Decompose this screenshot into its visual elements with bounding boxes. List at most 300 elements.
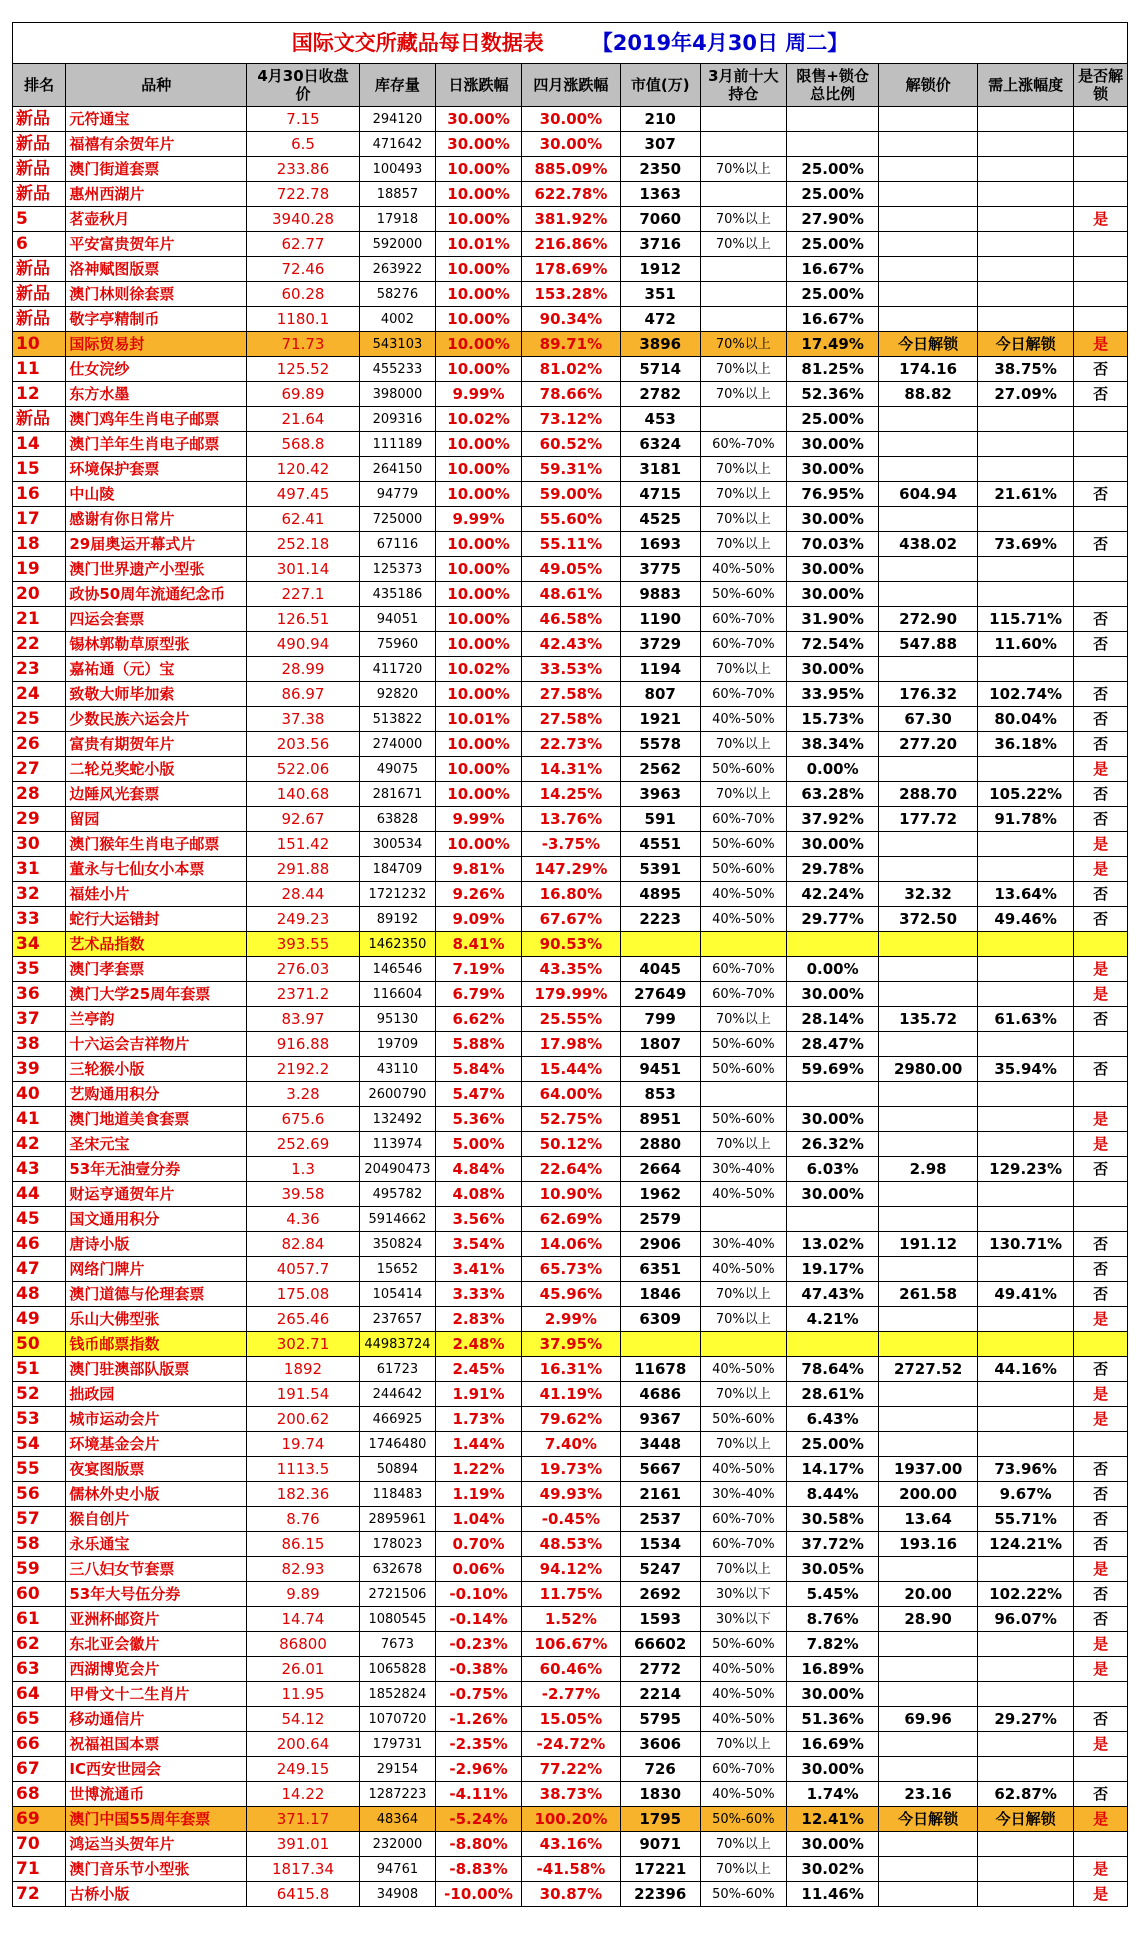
unlocked-cell: 否 — [1074, 1507, 1128, 1532]
unlocked-cell: 是 — [1074, 1307, 1128, 1332]
name-cell: 夜宴图版票 — [66, 1457, 247, 1482]
market-cap-cell: 3963 — [620, 782, 700, 807]
name-cell: 福禧有余贺年片 — [66, 132, 247, 157]
unlocked-cell: 是 — [1074, 1882, 1128, 1907]
required-rise-cell: 73.96% — [977, 1457, 1073, 1482]
required-rise-cell — [977, 657, 1073, 682]
stock-cell: 274000 — [359, 732, 435, 757]
stock-cell: 513822 — [359, 707, 435, 732]
required-rise-cell — [977, 1882, 1073, 1907]
market-cap-cell: 2772 — [620, 1657, 700, 1682]
april-change-cell: 27.58% — [522, 707, 621, 732]
market-cap-cell: 6351 — [620, 1257, 700, 1282]
unlocked-cell: 是 — [1074, 207, 1128, 232]
unlock-price-cell — [879, 107, 978, 132]
unlocked-cell — [1074, 657, 1128, 682]
top10-holding-cell — [700, 307, 786, 332]
header-cell: 3月前十大持仓 — [700, 64, 786, 107]
stock-cell: 2721506 — [359, 1582, 435, 1607]
market-cap-cell: 5667 — [620, 1457, 700, 1482]
unlocked-cell: 否 — [1074, 1457, 1128, 1482]
lock-ratio-cell: 51.36% — [786, 1707, 878, 1732]
close-price-cell: 182.36 — [247, 1482, 360, 1507]
rank-cell: 18 — [13, 532, 66, 557]
table-row — [13, 382, 1128, 407]
unlock-price-cell: 67.30 — [879, 707, 978, 732]
lock-ratio-cell: 37.92% — [786, 807, 878, 832]
lock-ratio-cell: 30.00% — [786, 457, 878, 482]
stock-cell: 411720 — [359, 657, 435, 682]
name-cell: 29届奥运开幕式片 — [66, 532, 247, 557]
unlocked-cell — [1074, 182, 1128, 207]
stock-cell: 455233 — [359, 357, 435, 382]
april-change-cell: 52.75% — [522, 1107, 621, 1132]
close-price-cell: 72.46 — [247, 257, 360, 282]
unlock-price-cell — [879, 757, 978, 782]
stock-cell: 94051 — [359, 607, 435, 632]
top10-holding-cell: 70%以上 — [700, 482, 786, 507]
april-change-cell: 94.12% — [522, 1557, 621, 1582]
close-price-cell: 4.36 — [247, 1207, 360, 1232]
stock-cell: 1746480 — [359, 1432, 435, 1457]
name-cell: 澳门地道美食套票 — [66, 1107, 247, 1132]
daily-change-cell: 10.00% — [435, 207, 521, 232]
rank-cell: 29 — [13, 807, 66, 832]
daily-change-cell: 10.00% — [435, 182, 521, 207]
unlock-price-cell — [879, 1032, 978, 1057]
stock-cell: 94779 — [359, 482, 435, 507]
daily-change-cell: 10.00% — [435, 482, 521, 507]
stock-cell: 75960 — [359, 632, 435, 657]
required-rise-cell — [977, 1857, 1073, 1882]
unlocked-cell: 是 — [1074, 1732, 1128, 1757]
market-cap-cell: 9883 — [620, 582, 700, 607]
rank-cell: 12 — [13, 382, 66, 407]
lock-ratio-cell: 12.41% — [786, 1807, 878, 1832]
close-price-cell: 39.58 — [247, 1182, 360, 1207]
top10-holding-cell: 60%-70% — [700, 957, 786, 982]
daily-change-cell: -4.11% — [435, 1782, 521, 1807]
market-cap-cell: 1807 — [620, 1032, 700, 1057]
april-change-cell: 42.43% — [522, 632, 621, 657]
daily-change-cell: 10.00% — [435, 832, 521, 857]
unlocked-cell: 是 — [1074, 1107, 1128, 1132]
close-price-cell: 125.52 — [247, 357, 360, 382]
market-cap-cell: 3716 — [620, 232, 700, 257]
unlock-price-cell: 372.50 — [879, 907, 978, 932]
title-text: 国际文交所藏品每日数据表 — [291, 30, 544, 55]
close-price-cell: 71.73 — [247, 332, 360, 357]
market-cap-cell: 1363 — [620, 182, 700, 207]
market-cap-cell: 1962 — [620, 1182, 700, 1207]
table-row — [13, 182, 1128, 207]
unlocked-cell — [1074, 1332, 1128, 1357]
table-row — [13, 982, 1128, 1007]
unlock-price-cell — [879, 1307, 978, 1332]
market-cap-cell: 22396 — [620, 1882, 700, 1907]
stock-cell: 15652 — [359, 1257, 435, 1282]
lock-ratio-cell: 42.24% — [786, 882, 878, 907]
header-cell: 解锁价 — [879, 64, 978, 107]
april-change-cell: 38.73% — [522, 1782, 621, 1807]
daily-change-cell: 10.00% — [435, 307, 521, 332]
lock-ratio-cell: 30.00% — [786, 982, 878, 1007]
lock-ratio-cell: 30.00% — [786, 1682, 878, 1707]
unlocked-cell — [1074, 582, 1128, 607]
market-cap-cell: 453 — [620, 407, 700, 432]
table-row — [13, 582, 1128, 607]
top10-holding-cell: 40%-50% — [700, 907, 786, 932]
top10-holding-cell: 40%-50% — [700, 557, 786, 582]
top10-holding-cell: 30%以下 — [700, 1582, 786, 1607]
table-row — [13, 1632, 1128, 1657]
stock-cell: 1287223 — [359, 1782, 435, 1807]
name-cell: 53年无油壹分券 — [66, 1157, 247, 1182]
unlocked-cell — [1074, 1182, 1128, 1207]
close-price-cell: 200.64 — [247, 1732, 360, 1757]
lock-ratio-cell: 33.95% — [786, 682, 878, 707]
close-price-cell: 265.46 — [247, 1307, 360, 1332]
name-cell: 政协50周年流通纪念币 — [66, 582, 247, 607]
april-change-cell: 147.29% — [522, 857, 621, 882]
name-cell: 网络门牌片 — [66, 1257, 247, 1282]
required-rise-cell — [977, 832, 1073, 857]
table-row — [13, 807, 1128, 832]
top10-holding-cell — [700, 1207, 786, 1232]
required-rise-cell — [977, 257, 1073, 282]
daily-change-cell: -2.35% — [435, 1732, 521, 1757]
lock-ratio-cell: 30.00% — [786, 1757, 878, 1782]
lock-ratio-cell: 0.00% — [786, 757, 878, 782]
daily-change-cell: 9.99% — [435, 507, 521, 532]
table-row — [13, 1782, 1128, 1807]
stock-cell: 29154 — [359, 1757, 435, 1782]
name-cell: 惠州西湖片 — [66, 182, 247, 207]
stock-cell: 495782 — [359, 1182, 435, 1207]
unlocked-cell: 否 — [1074, 1482, 1128, 1507]
unlocked-cell — [1074, 1682, 1128, 1707]
name-cell: 茗壶秋月 — [66, 207, 247, 232]
lock-ratio-cell: 7.82% — [786, 1632, 878, 1657]
lock-ratio-cell: 14.17% — [786, 1457, 878, 1482]
table-row — [13, 457, 1128, 482]
close-price-cell: 522.06 — [247, 757, 360, 782]
unlocked-cell — [1074, 1432, 1128, 1457]
rank-cell: 10 — [13, 332, 66, 357]
header-cell: 四月涨跌幅 — [522, 64, 621, 107]
top10-holding-cell: 40%-50% — [700, 1782, 786, 1807]
daily-change-cell: 10.00% — [435, 432, 521, 457]
market-cap-cell: 4525 — [620, 507, 700, 532]
rank-cell: 43 — [13, 1157, 66, 1182]
top10-holding-cell: 60%-70% — [700, 682, 786, 707]
name-cell: 53年大号伍分券 — [66, 1582, 247, 1607]
lock-ratio-cell: 5.45% — [786, 1582, 878, 1607]
required-rise-cell: 96.07% — [977, 1607, 1073, 1632]
stock-cell: 2600790 — [359, 1082, 435, 1107]
daily-change-cell: 2.48% — [435, 1332, 521, 1357]
table-row — [13, 532, 1128, 557]
market-cap-cell: 799 — [620, 1007, 700, 1032]
required-rise-cell — [977, 282, 1073, 307]
required-rise-cell — [977, 1682, 1073, 1707]
daily-change-cell: 10.00% — [435, 632, 521, 657]
daily-change-cell: 6.79% — [435, 982, 521, 1007]
unlock-price-cell — [879, 1882, 978, 1907]
name-cell: 世博流通币 — [66, 1782, 247, 1807]
rank-cell: 41 — [13, 1107, 66, 1132]
stock-cell: 237657 — [359, 1307, 435, 1332]
stock-cell: 20490473 — [359, 1157, 435, 1182]
market-cap-cell: 9071 — [620, 1832, 700, 1857]
stock-cell: 125373 — [359, 557, 435, 582]
april-change-cell: 2.99% — [522, 1307, 621, 1332]
lock-ratio-cell: 25.00% — [786, 232, 878, 257]
lock-ratio-cell: 4.21% — [786, 1307, 878, 1332]
unlock-price-cell: 200.00 — [879, 1482, 978, 1507]
rank-cell: 61 — [13, 1607, 66, 1632]
top10-holding-cell: 30%-40% — [700, 1232, 786, 1257]
required-rise-cell — [977, 1732, 1073, 1757]
daily-change-cell: 1.91% — [435, 1382, 521, 1407]
required-rise-cell — [977, 307, 1073, 332]
top10-holding-cell: 70%以上 — [700, 382, 786, 407]
table-row — [13, 907, 1128, 932]
stock-cell: 19709 — [359, 1032, 435, 1057]
unlock-price-cell — [879, 1132, 978, 1157]
unlock-price-cell — [879, 1857, 978, 1882]
top10-holding-cell — [700, 182, 786, 207]
rank-cell: 70 — [13, 1832, 66, 1857]
top10-holding-cell: 70%以上 — [700, 1832, 786, 1857]
april-change-cell: 59.00% — [522, 482, 621, 507]
daily-change-cell: 10.00% — [435, 332, 521, 357]
close-price-cell: 175.08 — [247, 1282, 360, 1307]
stock-cell: 63828 — [359, 807, 435, 832]
table-row — [13, 1057, 1128, 1082]
daily-change-cell: -2.96% — [435, 1757, 521, 1782]
top10-holding-cell — [700, 132, 786, 157]
close-price-cell: 675.6 — [247, 1107, 360, 1132]
market-cap-cell: 591 — [620, 807, 700, 832]
required-rise-cell: 73.69% — [977, 532, 1073, 557]
unlocked-cell: 否 — [1074, 1232, 1128, 1257]
rank-cell: 39 — [13, 1057, 66, 1082]
name-cell: 澳门道德与伦理套票 — [66, 1282, 247, 1307]
name-cell: 环境保护套票 — [66, 457, 247, 482]
unlocked-cell — [1074, 1207, 1128, 1232]
header-cell: 日涨跌幅 — [435, 64, 521, 107]
table-row — [13, 1307, 1128, 1332]
april-change-cell: 90.53% — [522, 932, 621, 957]
table-row — [13, 1582, 1128, 1607]
close-price-cell: 1180.1 — [247, 307, 360, 332]
top10-holding-cell — [700, 257, 786, 282]
unlocked-cell: 否 — [1074, 482, 1128, 507]
close-price-cell: 62.77 — [247, 232, 360, 257]
lock-ratio-cell: 25.00% — [786, 282, 878, 307]
name-cell: 东北亚会徽片 — [66, 1632, 247, 1657]
table-row — [13, 1357, 1128, 1382]
name-cell: 澳门猴年生肖电子邮票 — [66, 832, 247, 857]
stock-cell: 18857 — [359, 182, 435, 207]
april-change-cell: 27.58% — [522, 682, 621, 707]
lock-ratio-cell: 28.61% — [786, 1382, 878, 1407]
top10-holding-cell: 70%以上 — [700, 357, 786, 382]
table-row — [13, 207, 1128, 232]
unlock-price-cell — [879, 1682, 978, 1707]
required-rise-cell: 38.75% — [977, 357, 1073, 382]
market-cap-cell: 2782 — [620, 382, 700, 407]
top10-holding-cell: 70%以上 — [700, 232, 786, 257]
unlock-price-cell: 2727.52 — [879, 1357, 978, 1382]
stock-cell: 232000 — [359, 1832, 435, 1857]
stock-cell: 105414 — [359, 1282, 435, 1307]
required-rise-cell: 11.60% — [977, 632, 1073, 657]
daily-change-cell: 10.00% — [435, 682, 521, 707]
market-cap-cell: 8951 — [620, 1107, 700, 1132]
rank-cell: 52 — [13, 1382, 66, 1407]
market-cap-cell: 2579 — [620, 1207, 700, 1232]
unlocked-cell: 否 — [1074, 1532, 1128, 1557]
lock-ratio-cell: 30.00% — [786, 1107, 878, 1132]
required-rise-cell — [977, 582, 1073, 607]
top10-holding-cell: 60%-70% — [700, 1507, 786, 1532]
april-change-cell: 78.66% — [522, 382, 621, 407]
name-cell: 少数民族六运会片 — [66, 707, 247, 732]
daily-change-cell: 2.83% — [435, 1307, 521, 1332]
lock-ratio-cell: 16.67% — [786, 307, 878, 332]
unlock-price-cell — [879, 132, 978, 157]
unlock-price-cell: 今日解锁 — [879, 1807, 978, 1832]
daily-change-cell: 7.19% — [435, 957, 521, 982]
top10-holding-cell: 60%-70% — [700, 982, 786, 1007]
rank-cell: 57 — [13, 1507, 66, 1532]
unlocked-cell: 是 — [1074, 1557, 1128, 1582]
table-row — [13, 1107, 1128, 1132]
name-cell: 艺术品指数 — [66, 932, 247, 957]
stock-cell: 118483 — [359, 1482, 435, 1507]
daily-change-cell: -10.00% — [435, 1882, 521, 1907]
stock-cell: 43110 — [359, 1057, 435, 1082]
table-row — [13, 1707, 1128, 1732]
header-cell: 限售+锁仓总比例 — [786, 64, 878, 107]
top10-holding-cell: 60%-70% — [700, 632, 786, 657]
april-change-cell: 14.31% — [522, 757, 621, 782]
table-row — [13, 632, 1128, 657]
required-rise-cell: 35.94% — [977, 1057, 1073, 1082]
daily-change-cell: 2.45% — [435, 1357, 521, 1382]
unlock-price-cell: 261.58 — [879, 1282, 978, 1307]
unlock-price-cell: 28.90 — [879, 1607, 978, 1632]
name-cell: 澳门街道套票 — [66, 157, 247, 182]
april-change-cell: 64.00% — [522, 1082, 621, 1107]
table-row — [13, 1557, 1128, 1582]
daily-change-cell: 5.47% — [435, 1082, 521, 1107]
april-change-cell: 19.73% — [522, 1457, 621, 1482]
rank-cell: 新品 — [13, 307, 66, 332]
top10-holding-cell: 70%以上 — [700, 157, 786, 182]
stock-cell: 44983724 — [359, 1332, 435, 1357]
daily-change-cell: 3.54% — [435, 1232, 521, 1257]
lock-ratio-cell: 30.05% — [786, 1557, 878, 1582]
close-price-cell: 568.8 — [247, 432, 360, 457]
close-price-cell: 497.45 — [247, 482, 360, 507]
market-cap-cell: 1846 — [620, 1282, 700, 1307]
stock-cell: 95130 — [359, 1007, 435, 1032]
rank-cell: 27 — [13, 757, 66, 782]
rank-cell: 38 — [13, 1032, 66, 1057]
rank-cell: 51 — [13, 1357, 66, 1382]
unlocked-cell: 否 — [1074, 1582, 1128, 1607]
unlocked-cell: 是 — [1074, 1857, 1128, 1882]
market-cap-cell: 807 — [620, 682, 700, 707]
stock-cell: 350824 — [359, 1232, 435, 1257]
lock-ratio-cell: 11.46% — [786, 1882, 878, 1907]
april-change-cell: 11.75% — [522, 1582, 621, 1607]
name-cell: 祝福祖国本票 — [66, 1732, 247, 1757]
required-rise-cell — [977, 1832, 1073, 1857]
april-change-cell: 15.05% — [522, 1707, 621, 1732]
rank-cell: 28 — [13, 782, 66, 807]
stock-cell: 7673 — [359, 1632, 435, 1657]
name-cell: 留园 — [66, 807, 247, 832]
table-row — [13, 1607, 1128, 1632]
market-cap-cell: 1194 — [620, 657, 700, 682]
unlocked-cell: 否 — [1074, 357, 1128, 382]
daily-change-cell: 10.00% — [435, 282, 521, 307]
rank-cell: 60 — [13, 1582, 66, 1607]
top10-holding-cell: 70%以上 — [700, 732, 786, 757]
required-rise-cell — [977, 982, 1073, 1007]
april-change-cell: 381.92% — [522, 207, 621, 232]
top10-holding-cell — [700, 1332, 786, 1357]
close-price-cell: 86.15 — [247, 1532, 360, 1557]
name-cell: 洛神赋图版票 — [66, 257, 247, 282]
market-cap-cell — [620, 932, 700, 957]
close-price-cell: 11.95 — [247, 1682, 360, 1707]
market-cap-cell: 4551 — [620, 832, 700, 857]
required-rise-cell: 9.67% — [977, 1482, 1073, 1507]
close-price-cell: 371.17 — [247, 1807, 360, 1832]
lock-ratio-cell — [786, 932, 878, 957]
stock-cell: 1065828 — [359, 1657, 435, 1682]
rank-cell: 25 — [13, 707, 66, 732]
table-row — [13, 957, 1128, 982]
rank-cell: 35 — [13, 957, 66, 982]
close-price-cell: 249.15 — [247, 1757, 360, 1782]
lock-ratio-cell — [786, 107, 878, 132]
lock-ratio-cell: 52.36% — [786, 382, 878, 407]
unlock-price-cell — [879, 982, 978, 1007]
lock-ratio-cell: 28.14% — [786, 1007, 878, 1032]
stock-cell: 209316 — [359, 407, 435, 432]
rank-cell: 34 — [13, 932, 66, 957]
daily-change-cell: 10.00% — [435, 582, 521, 607]
rank-cell: 11 — [13, 357, 66, 382]
rank-cell: 63 — [13, 1657, 66, 1682]
close-price-cell: 21.64 — [247, 407, 360, 432]
unlock-price-cell — [879, 182, 978, 207]
market-cap-cell: 351 — [620, 282, 700, 307]
name-cell: 福娃小片 — [66, 882, 247, 907]
market-cap-cell: 2161 — [620, 1482, 700, 1507]
top10-holding-cell: 50%-60% — [700, 1032, 786, 1057]
table-row — [13, 1157, 1128, 1182]
close-price-cell: 54.12 — [247, 1707, 360, 1732]
top10-holding-cell: 40%-50% — [700, 1682, 786, 1707]
name-cell: 东方水墨 — [66, 382, 247, 407]
